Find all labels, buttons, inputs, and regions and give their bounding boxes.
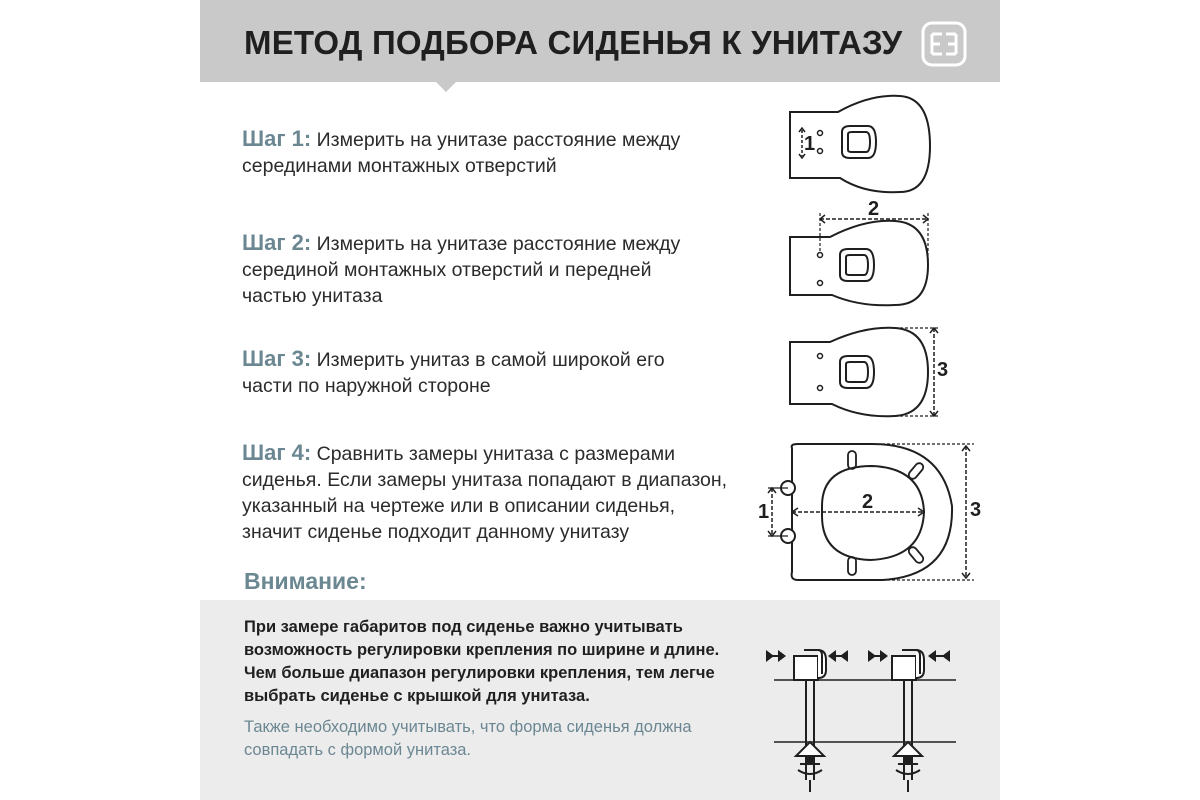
step-4-dim-label-1: 1 [758,501,770,523]
step-2-line-3: частью унитаза [242,285,383,307]
step-4-dim-label-3: 3 [970,499,982,521]
step-1-diagram [780,92,980,197]
step-4-label: Шаг 4: [242,440,312,465]
step-1-line-1: Измерить на унитазе расстояние между [316,129,681,151]
attention-main-line-2: возможность регулировки крепления по ширине и длине. [244,641,720,659]
fastener-right-icon [892,650,924,792]
fastener-adjustment-diagram [760,630,980,800]
step-1-label: Шаг 1: [242,126,312,151]
step-2 [242,230,680,309]
step-1 [242,126,680,179]
step-3-line-1: Измерить унитаз в самой широкой его [316,349,665,371]
attention-heading: Внимание: [244,568,367,594]
step-3-dim-label: 3 [937,359,949,381]
step-3 [242,346,665,399]
step-4 [242,440,727,545]
step-4-line-3: указанный на чертеже или в описании сиденья, [242,495,676,517]
attention-sub-text [244,716,744,762]
step-2-dim-label: 2 [868,198,880,220]
attention-main-line-4: выбрать сиденье с крышкой для унитаза. [244,687,590,705]
step-3-line-2: части по наружной стороне [242,375,491,397]
attention-sub-line-2: совпадать с формой унитаза. [244,741,472,759]
step-4-seat-diagram [752,436,992,596]
step-1-dim-label: 1 [804,133,816,155]
step-2-line-1: Измерить на унитазе расстояние между [316,233,681,255]
attention-sub-line-1: Также необходимо учитывать, что форма сиденья должна [244,718,692,736]
step-3-label: Шаг 3: [242,346,312,371]
attention-main-text [244,616,734,708]
instruction-sheet [200,0,1000,800]
step-4-line-2: сиденья. Если замеры унитаза попадают в диапазон, [242,469,728,491]
brand-logo-icon [920,20,968,73]
step-4-dim-label-2: 2 [862,491,874,513]
attention-main-line-1: При замере габаритов под сиденье важно учитывать [244,618,683,636]
step-2-label: Шаг 2: [242,230,312,255]
step-3-diagram [780,318,980,428]
step-4-line-4: значит сиденье подходит данному унитазу [242,521,630,543]
step-2-diagram [780,195,980,310]
header-notch [434,80,458,92]
fastener-left-icon [794,650,826,792]
attention-note-box [200,600,1000,800]
header-bar [200,0,1000,82]
step-1-line-2: серединами монтажных отверстий [242,155,557,177]
attention-main-line-3: Чем больше диапазон регулировки крепления, тем легче [244,664,715,682]
page-title: МЕТОД ПОДБОРА СИДЕНЬЯ К УНИТАЗУ [244,24,903,61]
step-2-line-2: серединой монтажных отверстий и передней [242,259,652,281]
step-4-line-1: Сравнить замеры унитаза с размерами [316,443,675,465]
